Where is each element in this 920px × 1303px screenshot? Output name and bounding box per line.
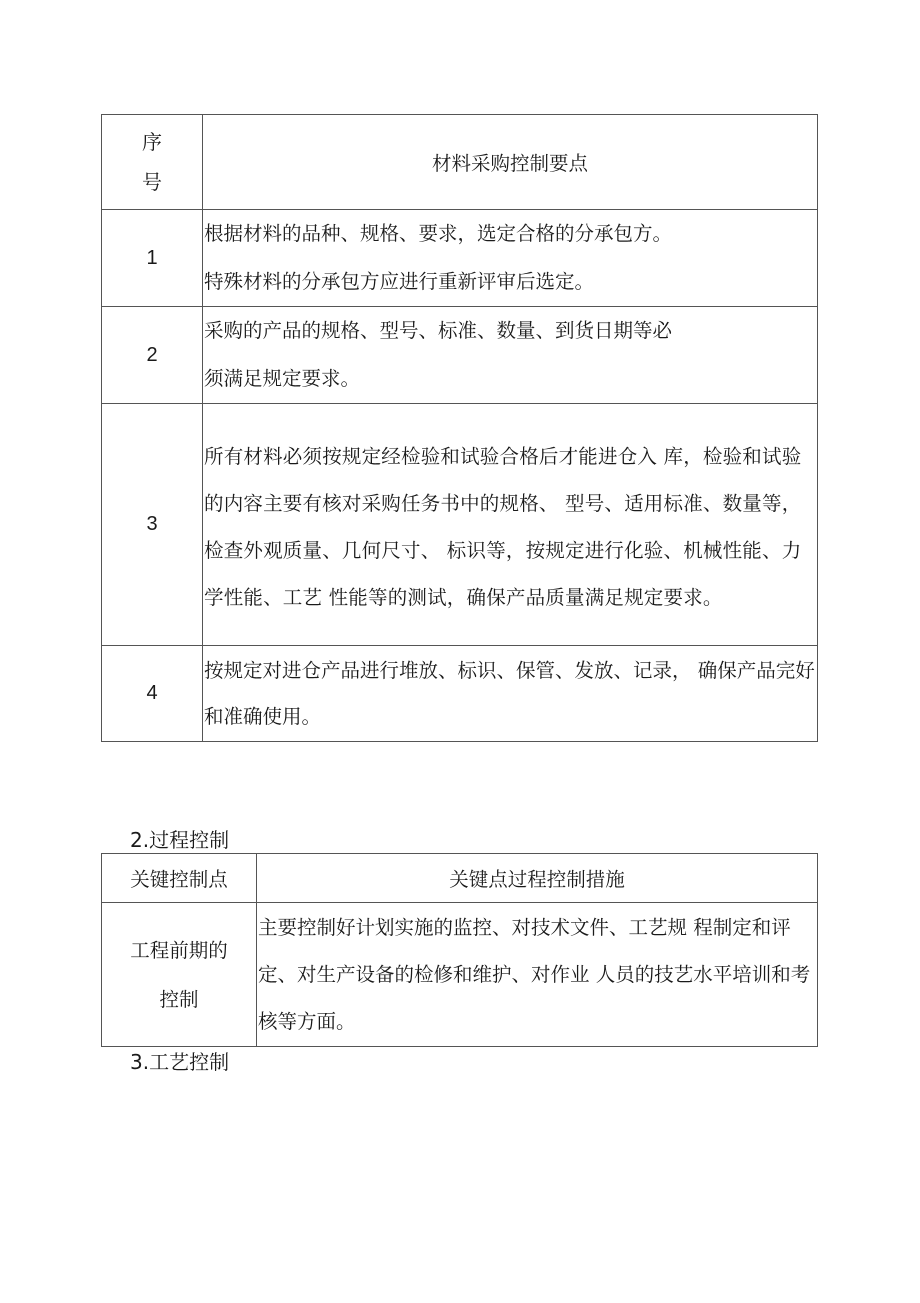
- key-point-line: 工程前期的: [130, 938, 228, 962]
- row-content-text: 所有材料必须按规定经检验和试验合格后才能进仓入 库，检验和试验的内容主要有核对采购任务书中的规格、 型号、适用标准、数量等，检查外观质量、几何尺寸、 标识等，按规定进行化验、机械性能、力学性能、工艺 性能等的测试，确保产品质量满足规定要求。: [204, 444, 802, 609]
- header-cell-title: 材料采购控制要点: [203, 115, 818, 210]
- header-number-line2: 号: [142, 170, 162, 194]
- row-content: [203, 210, 818, 307]
- section-heading-process-control: 2.过程控制: [130, 828, 230, 852]
- header-cell-number: [102, 115, 203, 210]
- key-point-cell: [102, 903, 257, 1047]
- header-cell-key-point: 关键控制点: [102, 854, 257, 903]
- process-control-table: [101, 853, 818, 1047]
- row-content: [203, 646, 818, 742]
- table-row: [102, 903, 818, 1047]
- measures-text: 主要控制好计划实施的监控、对技术文件、工艺规 程制定和评定、对生产设备的检修和维护、对作业 人员的技艺水平培训和考核等方面。: [258, 916, 811, 1033]
- row-number: 4: [102, 646, 203, 742]
- row-content-line: 根据材料的品种、规格、要求，选定合格的分承包方。: [204, 222, 673, 245]
- row-content-line: 特殊材料的分承包方应进行重新评审后选定。: [204, 270, 595, 293]
- section-heading-craft-control: 3.工艺控制: [130, 1050, 230, 1074]
- header-cell-measures: 关键点过程控制措施: [257, 854, 818, 903]
- table-header-row: [102, 115, 818, 210]
- table-header-row: [102, 854, 818, 903]
- material-procurement-table: [101, 114, 818, 742]
- row-number: 3: [102, 404, 203, 646]
- measures-cell: [257, 903, 818, 1047]
- table-row: [102, 646, 818, 742]
- row-content: [203, 307, 818, 404]
- header-number-line1: 序: [142, 130, 162, 154]
- row-content-line: 须满足规定要求。: [204, 367, 361, 390]
- row-number: 1: [102, 210, 203, 307]
- key-point-line: 控制: [159, 987, 199, 1011]
- row-content-line: 采购的产品的规格、型号、标准、数量、到货日期等必: [204, 319, 673, 342]
- table-row: [102, 404, 818, 646]
- row-number: 2: [102, 307, 203, 404]
- row-content-text: 按规定对进仓产品进行堆放、标识、保管、发放、记录， 确保产品完好和准确使用。: [204, 658, 815, 728]
- table-row: [102, 307, 818, 404]
- table-row: [102, 210, 818, 307]
- row-content: [203, 404, 818, 646]
